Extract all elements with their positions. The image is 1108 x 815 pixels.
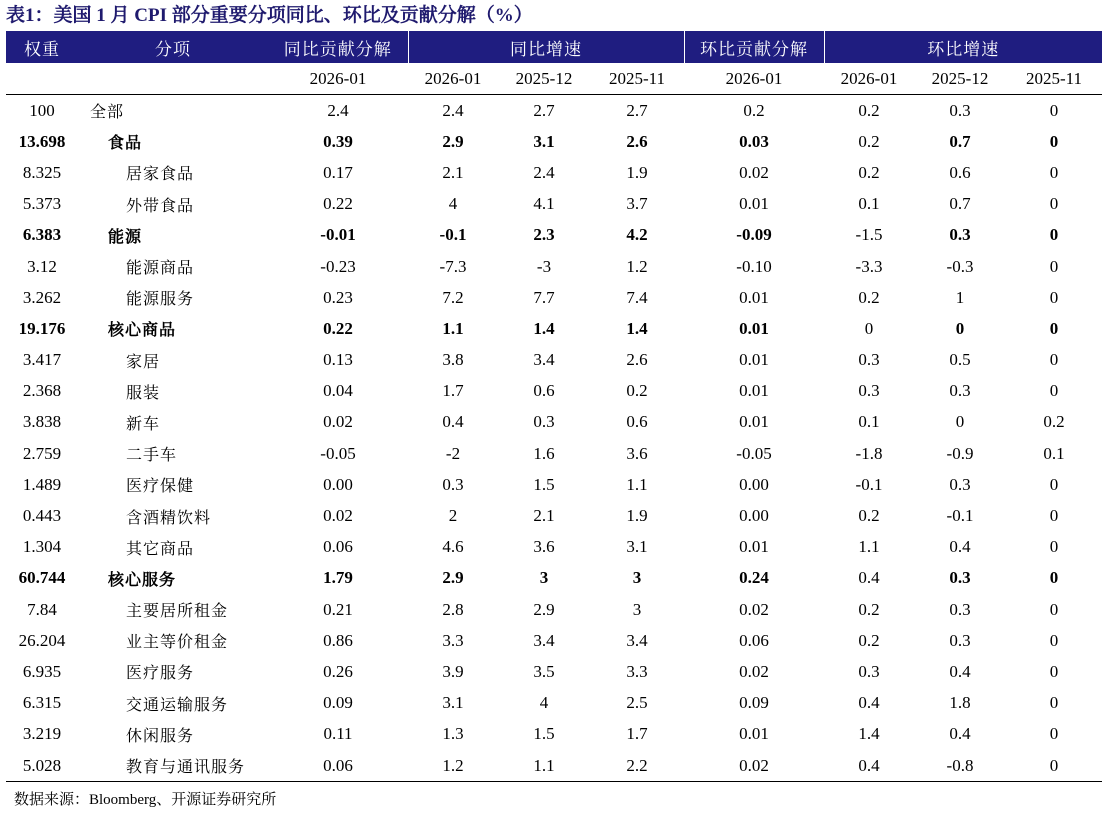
cell-value: -0.10: [736, 256, 772, 276]
table-row: [6, 750, 1102, 782]
cell-value: 7.2: [442, 287, 464, 307]
cell-value: 0.2: [858, 162, 880, 182]
source-note: 数据来源：Bloomberg、开源证券研究所: [14, 792, 277, 808]
cell-value: 0.03: [739, 131, 769, 151]
cell-value: 0.4: [858, 693, 880, 713]
cell-value: -0.09: [736, 225, 772, 245]
cell-value: 0.2: [858, 630, 880, 650]
cell-value: 0: [1049, 131, 1059, 151]
header-date: 2025-12: [914, 63, 1006, 95]
cell-value: 4.6: [442, 537, 464, 557]
cell-value: 0.02: [323, 412, 353, 432]
header-date: 2026-01: [408, 63, 498, 95]
cell-value: 2.9: [442, 568, 464, 588]
cell-value: 0: [1049, 693, 1059, 713]
cell-value: 0.1: [858, 194, 880, 214]
cell-value: 0.01: [739, 287, 769, 307]
cell-value: -0.1: [946, 506, 974, 526]
cell-value: 1.4: [533, 318, 555, 338]
cell-weight: 2.759: [22, 443, 62, 463]
header-date-blank: [6, 63, 78, 95]
cell-value: 0: [1049, 661, 1059, 681]
cell-weight: 5.373: [22, 194, 62, 214]
cell-value: 0.00: [323, 474, 353, 494]
cell-value: 0: [1049, 599, 1059, 619]
cell-value: 2.6: [626, 131, 648, 151]
cell-value: 0: [1049, 100, 1059, 120]
cell-weight: 60.744: [18, 568, 66, 588]
cell-value: -0.05: [736, 443, 772, 463]
cell-value: 0.00: [739, 474, 769, 494]
cell-weight: 3.838: [22, 412, 62, 432]
table-row: [6, 625, 1102, 656]
cell-item-name: 医疗服务: [126, 663, 195, 683]
cell-value: 0.2: [858, 100, 880, 120]
cell-item-name: 休闲服务: [126, 725, 195, 745]
cell-value: 0: [1049, 194, 1059, 214]
cell-value: 1.79: [323, 568, 353, 588]
cell-value: 3: [539, 568, 549, 588]
cell-item-name: 食品: [108, 133, 143, 153]
cell-value: 0: [864, 318, 874, 338]
cell-weight: 100: [29, 100, 55, 120]
cell-value: 0.02: [739, 599, 769, 619]
cell-value: 0.24: [739, 568, 769, 588]
cell-item-name: 二手车: [126, 445, 178, 465]
cell-value: -3.3: [855, 256, 883, 276]
table-row: [6, 407, 1102, 438]
cell-value: 3.7: [626, 194, 648, 214]
cell-value: 0.6: [533, 381, 555, 401]
cell-value: 0: [1049, 568, 1059, 588]
header-date: 2025-11: [1006, 63, 1102, 95]
cell-value: 3.3: [442, 630, 464, 650]
table-row: [6, 688, 1102, 719]
cell-value: 4.2: [626, 225, 648, 245]
cell-value: 4: [539, 693, 549, 713]
cell-value: 0.3: [858, 350, 880, 370]
cell-value: 2.1: [533, 506, 555, 526]
header-mom-contrib: 环比贡献分解: [684, 31, 824, 63]
cell-value: 1: [955, 287, 965, 307]
header-weight: 权重: [6, 31, 78, 63]
cell-value: 1.2: [626, 256, 648, 276]
cell-value: 3.1: [626, 537, 648, 557]
cell-value: 0.06: [268, 750, 408, 782]
header-yoy-contrib: 同比贡献分解: [268, 31, 408, 63]
cell-value: 0.01: [739, 537, 769, 557]
cell-value: 0.3: [858, 661, 880, 681]
cell-value: 0.3: [949, 100, 971, 120]
header-item: 分项: [78, 31, 268, 63]
table-row: [6, 220, 1102, 251]
cell-value: 0.02: [323, 506, 353, 526]
cell-value: 0.02: [739, 162, 769, 182]
table-row: [6, 313, 1102, 344]
cell-item-name: 能源商品: [126, 258, 195, 278]
cell-weight: 1.489: [22, 474, 62, 494]
cpi-table: [6, 31, 1102, 782]
cell-value: 7.4: [626, 287, 648, 307]
header-row-groups: [6, 31, 1102, 63]
cell-value: -0.23: [320, 256, 356, 276]
table-row: [6, 189, 1102, 220]
header-date-blank: [78, 63, 268, 95]
cell-value: 0.4: [442, 412, 464, 432]
cell-value: 1.5: [533, 474, 555, 494]
cell-value: 1.7: [626, 724, 648, 744]
cell-value: 2.8: [442, 599, 464, 619]
cell-weight: 6.315: [22, 693, 62, 713]
cell-value: 0.7: [949, 194, 971, 214]
cell-value: 1.9: [626, 162, 648, 182]
cell-value: 1.7: [442, 381, 464, 401]
cell-value: 0.01: [739, 412, 769, 432]
cell-value: 0: [1049, 537, 1059, 557]
cell-item-name: 核心服务: [108, 569, 177, 589]
cell-value: 0: [1049, 381, 1059, 401]
cell-item-name: 外带食品: [126, 195, 195, 215]
cell-item-name: 家居: [126, 351, 161, 371]
cell-value: 3.3: [626, 661, 648, 681]
cell-value: 0: [1049, 287, 1059, 307]
cell-value: 1.1: [442, 318, 464, 338]
header-date: 2026-01: [268, 63, 408, 95]
table-row: [6, 282, 1102, 313]
cell-value: 0.01: [739, 318, 769, 338]
cell-value: 3.5: [533, 661, 555, 681]
cell-value: -1.5: [855, 225, 883, 245]
cell-value: 0: [1006, 750, 1102, 782]
cell-value: 0.17: [323, 162, 353, 182]
cell-value: -0.05: [320, 443, 356, 463]
cell-value: 0.26: [323, 661, 353, 681]
cell-weight: 13.698: [18, 131, 66, 151]
cell-value: 3.8: [442, 350, 464, 370]
cell-value: -3: [536, 256, 552, 276]
cell-value: 0.00: [739, 506, 769, 526]
cell-value: 0: [1049, 350, 1059, 370]
table-row: [6, 594, 1102, 625]
table-row: [6, 95, 1102, 127]
cell-value: 0.02: [739, 661, 769, 681]
cell-value: 0.39: [323, 131, 353, 151]
table-body: [6, 95, 1102, 782]
cell-value: 3.1: [533, 131, 555, 151]
cell-value: 0: [1049, 162, 1059, 182]
header-date: 2026-01: [824, 63, 914, 95]
table-row: [6, 656, 1102, 687]
cell-value: 0.2: [858, 506, 880, 526]
cell-value: 2.5: [626, 693, 648, 713]
cell-value: 0.3: [949, 474, 971, 494]
table-row: [6, 157, 1102, 188]
header-date: 2025-11: [590, 63, 684, 95]
cell-weight: 8.325: [22, 162, 62, 182]
cell-value: 0.3: [533, 412, 555, 432]
cell-value: -2: [445, 443, 461, 463]
cell-value: 0: [1049, 506, 1059, 526]
cell-value: 0.04: [323, 381, 353, 401]
cell-value: 0.3: [949, 630, 971, 650]
cell-item-name: 能源: [108, 226, 143, 246]
cell-item-name: 其它商品: [126, 538, 195, 558]
cell-value: 2.4: [442, 100, 464, 120]
cell-value: 0.6: [626, 412, 648, 432]
cell-value: 2.7: [533, 100, 555, 120]
cell-item-name: 主要居所租金: [126, 601, 229, 621]
cell-value: 1.9: [626, 506, 648, 526]
cell-value: 2: [448, 506, 458, 526]
cell-value: 3.4: [626, 630, 648, 650]
table-row: [6, 532, 1102, 563]
cell-value: 0: [1049, 630, 1059, 650]
cell-value: 2.9: [533, 599, 555, 619]
cell-weight: 6.383: [22, 225, 62, 245]
cell-item-name: 交通运输服务: [126, 694, 229, 714]
cell-value: 0: [1049, 256, 1059, 276]
table-row: [6, 345, 1102, 376]
cell-value: 0.4: [858, 568, 880, 588]
cell-value: 0.06: [739, 630, 769, 650]
cell-item-name: 教育与通讯服务: [78, 750, 268, 782]
cell-value: 0.4: [949, 661, 971, 681]
cell-value: 0.7: [949, 131, 971, 151]
table-row: [6, 376, 1102, 407]
cell-value: -0.9: [946, 443, 974, 463]
cell-value: -0.3: [946, 256, 974, 276]
header-yoy-growth: 同比增速: [408, 31, 684, 63]
cell-item-name: 核心商品: [108, 320, 177, 340]
cell-weight: 1.304: [22, 537, 62, 557]
cell-item-name: 含酒精饮料: [126, 507, 212, 527]
cell-weight: 19.176: [18, 318, 66, 338]
cell-weight: 2.368: [22, 381, 62, 401]
cell-weight: 3.417: [22, 350, 62, 370]
cell-value: 0.09: [323, 693, 353, 713]
cell-value: -7.3: [439, 256, 467, 276]
cell-value: 0.2: [743, 100, 765, 120]
cell-value: 1.4: [858, 724, 880, 744]
table-row: [6, 251, 1102, 282]
cell-value: -0.8: [914, 750, 1006, 782]
cell-value: 3.9: [442, 661, 464, 681]
cell-value: 0.3: [949, 381, 971, 401]
cell-weight: 3.12: [27, 256, 57, 276]
cell-value: 0: [955, 412, 965, 432]
cell-value: 0.4: [949, 724, 971, 744]
cell-value: -0.1: [439, 225, 467, 245]
cell-value: 0: [1049, 318, 1059, 338]
cell-value: 4: [448, 194, 458, 214]
cell-value: 0.01: [739, 194, 769, 214]
cell-value: 2.2: [590, 750, 684, 782]
table-row: [6, 469, 1102, 500]
cell-value: 0.3: [949, 225, 971, 245]
cell-value: 2.6: [626, 350, 648, 370]
cell-item-name: 业主等价租金: [126, 632, 229, 652]
cell-value: 2.3: [533, 225, 555, 245]
cell-value: 0.1: [858, 412, 880, 432]
cell-value: 1.1: [858, 537, 880, 557]
cell-value: 0.06: [323, 537, 353, 557]
cell-value: 2.4: [327, 100, 349, 120]
cell-value: 0.3: [858, 381, 880, 401]
cell-value: 0: [1049, 474, 1059, 494]
cell-value: 0.5: [949, 350, 971, 370]
cell-value: 0.23: [323, 287, 353, 307]
cell-value: 0.2: [626, 381, 648, 401]
cell-value: 0.86: [323, 630, 353, 650]
cell-value: 1.2: [408, 750, 498, 782]
cell-value: 0.1: [1043, 443, 1065, 463]
table-row: [6, 719, 1102, 750]
table-row: [6, 438, 1102, 469]
cell-value: 0.22: [323, 318, 353, 338]
cell-value: 0.09: [739, 693, 769, 713]
cell-item-name: 新车: [126, 413, 161, 433]
table-row: [6, 563, 1102, 594]
cell-value: 0.22: [323, 194, 353, 214]
cell-value: 0.02: [684, 750, 824, 782]
cell-value: 2.9: [442, 131, 464, 151]
cell-value: 0.01: [739, 724, 769, 744]
cell-value: -0.01: [320, 225, 356, 245]
cell-value: 3.1: [442, 693, 464, 713]
cell-weight: 3.262: [22, 287, 62, 307]
cell-value: 4.1: [533, 194, 555, 214]
cell-value: 0: [955, 318, 965, 338]
cell-value: 0.01: [739, 381, 769, 401]
cell-weight: 5.028: [6, 750, 78, 782]
cell-item-name: 居家食品: [126, 164, 195, 184]
cell-value: 0.4: [949, 537, 971, 557]
cell-value: 1.4: [626, 318, 648, 338]
cell-value: 0.11: [323, 724, 353, 744]
header-row-dates: [6, 63, 1102, 95]
cell-value: 2.7: [626, 100, 648, 120]
cell-value: 0.2: [858, 131, 880, 151]
cell-value: 0.3: [442, 474, 464, 494]
cell-value: 3: [632, 599, 642, 619]
cell-value: 3.4: [533, 630, 555, 650]
cell-item-name: 医疗保健: [126, 476, 195, 496]
cell-item-name: 能源服务: [126, 289, 195, 309]
table-row: [6, 500, 1102, 531]
table-title: 表1：美国 1 月 CPI 部分重要分项同比、环比及贡献分解（%）: [6, 5, 533, 26]
cell-value: 1.5: [533, 724, 555, 744]
cell-value: 1.1: [626, 474, 648, 494]
cell-value: 0.2: [858, 599, 880, 619]
cell-value: 1.6: [533, 443, 555, 463]
cell-value: 0.21: [323, 599, 353, 619]
cell-weight: 7.84: [27, 599, 57, 619]
cell-value: 3.4: [533, 350, 555, 370]
cell-value: 0.2: [1043, 412, 1065, 432]
cell-value: 3.6: [533, 537, 555, 557]
cell-value: 7.7: [533, 287, 555, 307]
cell-item-name: 服装: [126, 382, 161, 402]
cell-value: 2.1: [442, 162, 464, 182]
cell-weight: 0.443: [22, 506, 62, 526]
cpi-table-container: [6, 31, 1102, 782]
cell-value: 3: [632, 568, 642, 588]
table-row: [6, 126, 1102, 157]
cell-value: 0: [1049, 225, 1059, 245]
cell-weight: 6.935: [22, 661, 62, 681]
header-date: 2025-12: [498, 63, 590, 95]
header-date: 2026-01: [684, 63, 824, 95]
cell-value: 0.3: [949, 568, 971, 588]
cell-item-name: 全部: [90, 102, 125, 122]
cell-value: 0.6: [949, 162, 971, 182]
cell-weight: 3.219: [22, 724, 62, 744]
cell-value: 0.2: [858, 287, 880, 307]
cell-value: 0.4: [824, 750, 914, 782]
cell-weight: 26.204: [18, 630, 66, 650]
cell-value: 0.01: [739, 350, 769, 370]
cell-value: 3.6: [626, 443, 648, 463]
cell-value: 1.1: [498, 750, 590, 782]
header-mom-growth: 环比增速: [824, 31, 1102, 63]
cell-value: 1.3: [442, 724, 464, 744]
cell-value: 0.13: [323, 350, 353, 370]
cell-value: 2.4: [533, 162, 555, 182]
cell-value: -0.1: [855, 474, 883, 494]
cell-value: -1.8: [855, 443, 883, 463]
cell-value: 1.8: [949, 693, 971, 713]
cell-value: 0: [1049, 724, 1059, 744]
cell-value: 0.3: [949, 599, 971, 619]
